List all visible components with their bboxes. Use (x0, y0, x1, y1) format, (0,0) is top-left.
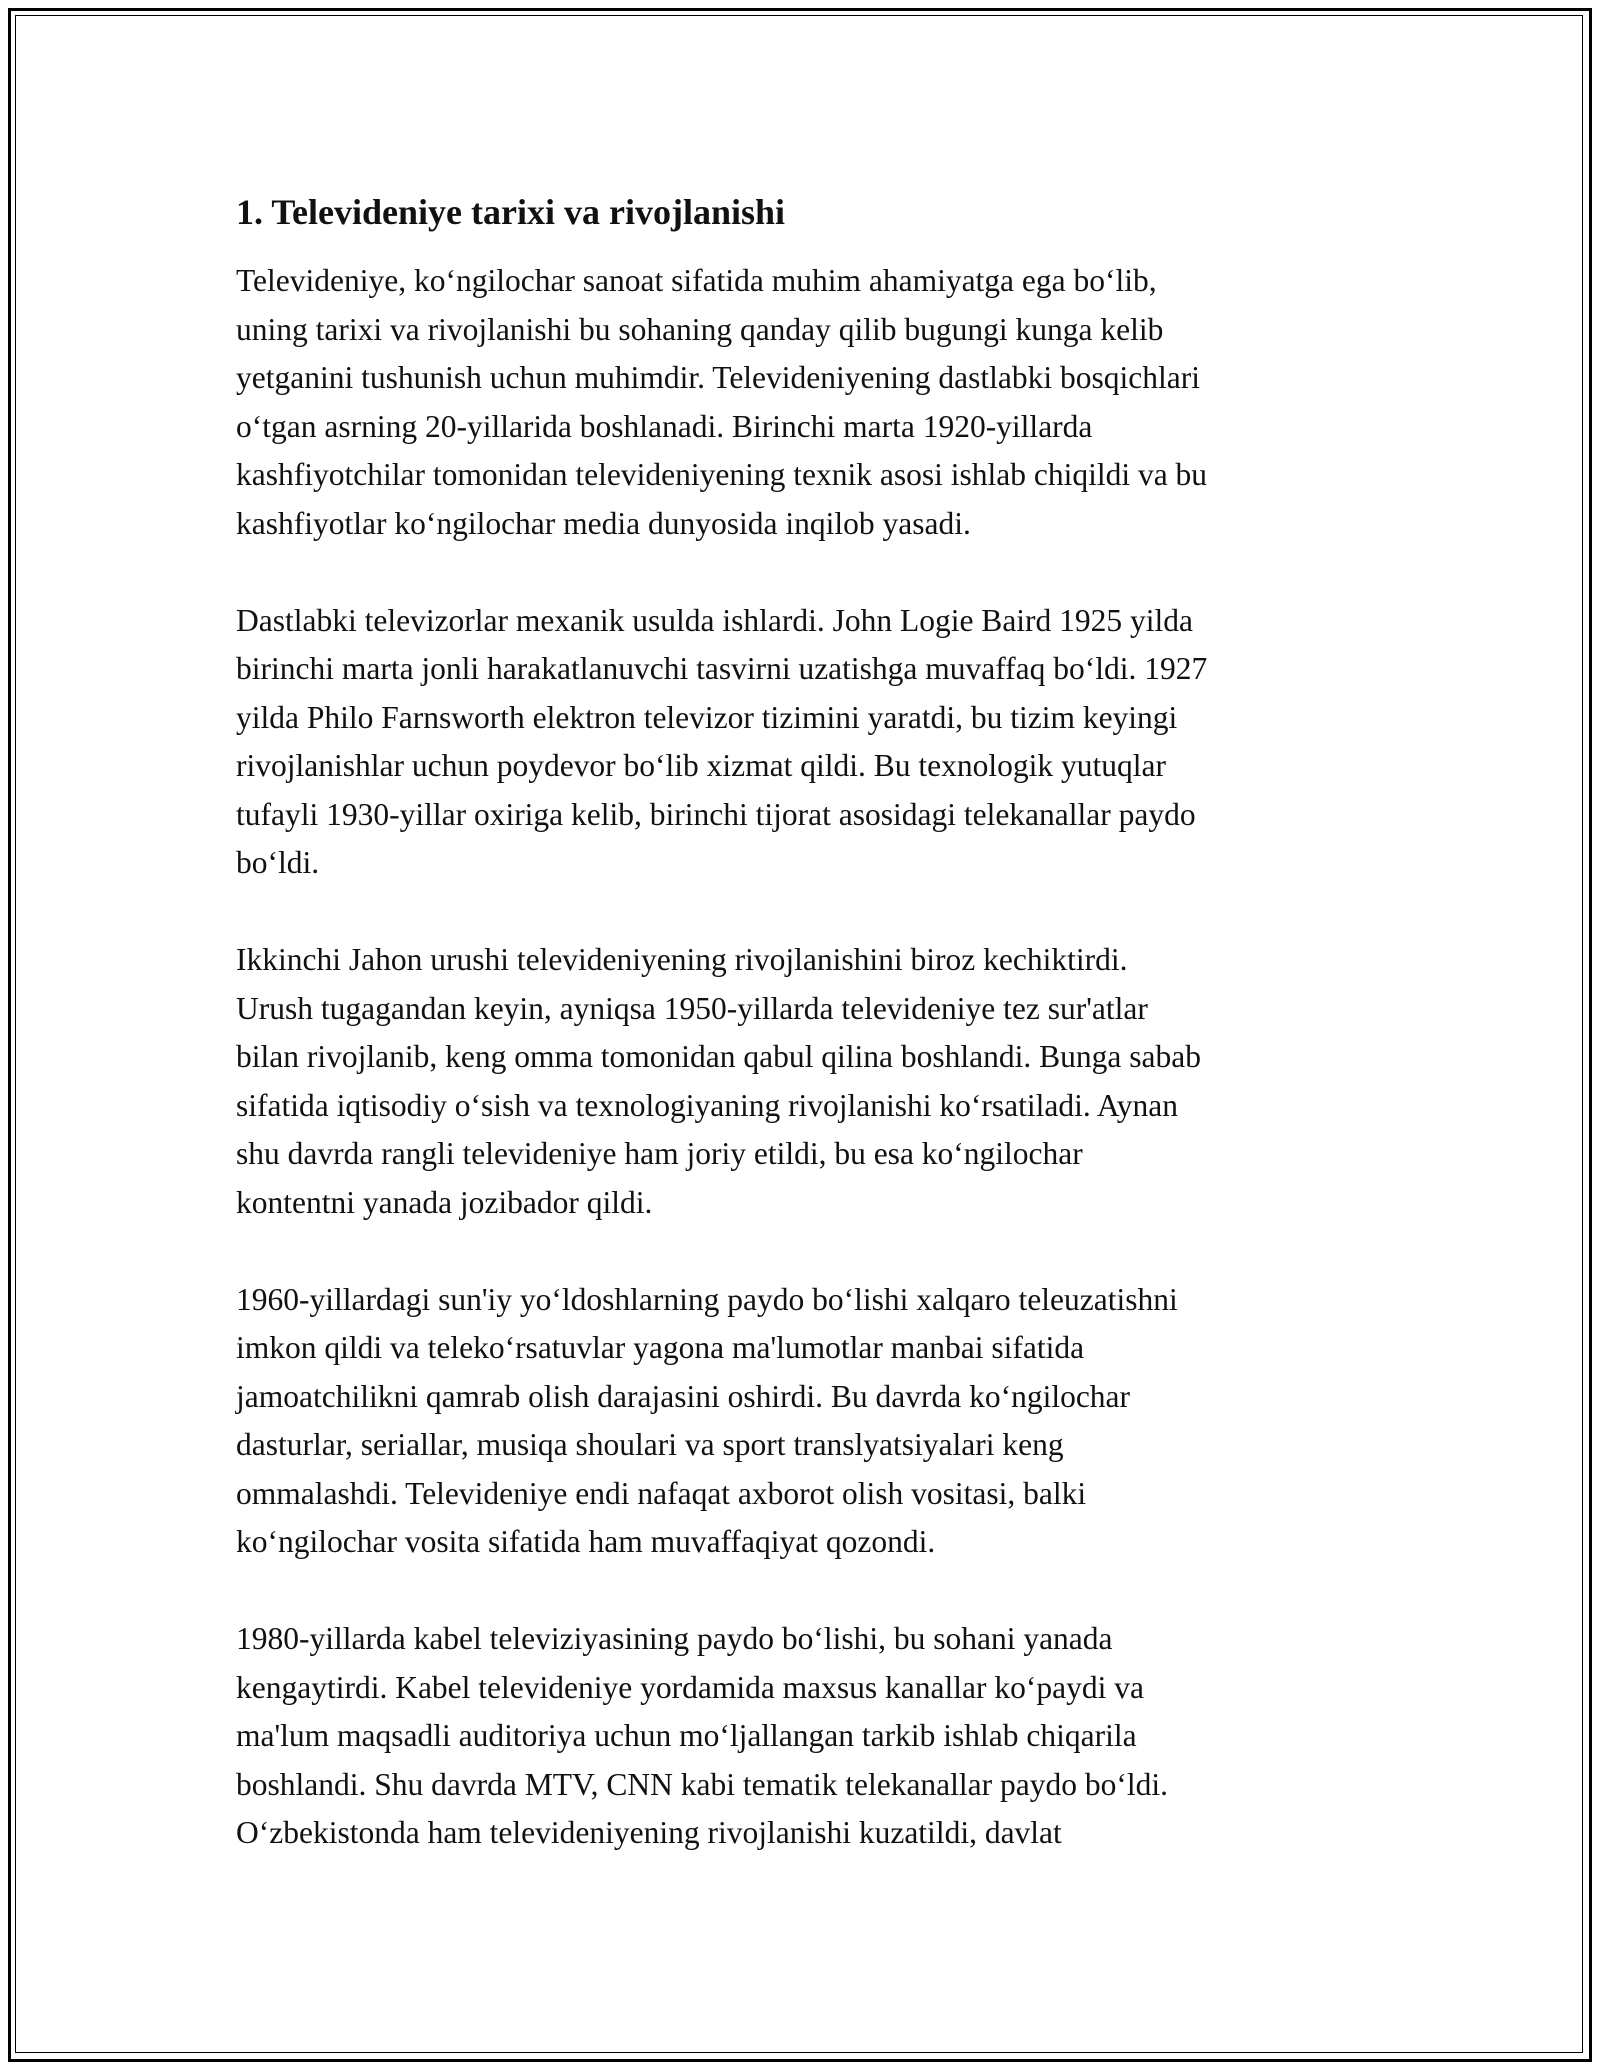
paragraph-line: dasturlar, seriallar, musiqa shoulari va sport translyatsiyalari keng (236, 1427, 1064, 1462)
paragraph-line: tufayli 1930-yillar oxiriga kelib, birinchi tijorat asosidagi telekanallar paydo (236, 796, 1196, 832)
paragraph-line: sifatida iqtisodiy o‘sish va texnologiyaning rivojlanishi ko‘rsatiladi. Aynan (236, 1087, 1178, 1123)
paragraph-line: birinchi marta jonli harakatlanuvchi tasvirni uzatishga muvaffaq bo‘ldi. 1927 (236, 651, 1208, 686)
paragraph-line: kashfiyotchilar tomonidan televideniyening texnik asosi ishlab chiqildi va bu (236, 457, 1208, 492)
paragraph-line: ko‘ngilochar vosita sifatida ham muvaffaqiyat qozondi. (236, 1524, 936, 1559)
paragraph (236, 597, 1386, 888)
paragraph-list (236, 257, 1386, 1858)
paragraph-line: shu davrda rangli televideniye ham joriy etildi, bu esa ko‘ngilochar (236, 1136, 1083, 1171)
paragraph-line: 1980-yillarda kabel televiziyasining paydo bo‘lishi, bu sohani yanada (236, 1621, 1113, 1656)
paragraph-line: 1960-yillardagi sun'iy yo‘ldoshlarning paydo bo‘lishi xalqaro teleuzatishni (236, 1281, 1178, 1317)
paragraph (236, 257, 1386, 548)
paragraph-line: O‘zbekistonda ham televideniyening rivojlanishi kuzatildi, davlat (236, 1815, 1062, 1850)
paragraph-line: Urush tugagandan keyin, ayniqsa 1950-yillarda televideniye tez sur'atlar (236, 990, 1148, 1026)
paragraph-line: imkon qildi va teleko‘rsatuvlar yagona ma'lumotlar manbai sifatida (236, 1330, 1085, 1365)
paragraph (236, 1276, 1386, 1567)
paragraph-line: ma'lum maqsadli auditoriya uchun mo‘ljallangan tarkib ishlab chiqarila (236, 1718, 1137, 1753)
paragraph-line: Ikkinchi Jahon urushi televideniyening rivojlanishini biroz kechiktirdi. (236, 942, 1128, 977)
paragraph-line: boshlandi. Shu davrda MTV, CNN kabi tematik telekanallar paydo bo‘ldi. (236, 1766, 1168, 1802)
paragraph-line: Dastlabki televizorlar mexanik usulda ishlardi. John Logie Baird 1925 yilda (236, 602, 1194, 638)
paragraph-line: uning tarixi va rivojlanishi bu sohaning qanday qilib bugungi kunga kelib (236, 311, 1164, 347)
paragraph-line: bilan rivojlanib, keng omma tomonidan qabul qilina boshlandi. Bunga sabab (236, 1039, 1201, 1074)
paragraph-line: rivojlanishlar uchun poydevor bo‘lib xizmat qildi. Bu texnologik yutuqlar (236, 748, 1166, 783)
paragraph (236, 936, 1386, 1227)
paragraph-line: yilda Philo Farnsworth elektron televizor tizimini yaratdi, bu tizim keyingi (236, 699, 1178, 735)
paragraph-line: ommalashdi. Televideniye endi nafaqat axborot olish vositasi, balki (236, 1475, 1087, 1511)
paragraph-line: jamoatchilikni qamrab olish darajasini oshirdi. Bu davrda ko‘ngilochar (236, 1378, 1131, 1414)
section-heading: 1. Televideniye tarixi va rivojlanishi (236, 192, 786, 232)
document-page (236, 188, 1386, 1906)
paragraph-line: kontentni yanada jozibador qildi. (236, 1184, 653, 1220)
paragraph-line: o‘tgan asrning 20-yillarida boshlanadi. Birinchi marta 1920-yillarda (236, 408, 1093, 444)
paragraph-line: kashfiyotlar ko‘ngilochar media dunyosida inqilob yasadi. (236, 505, 971, 541)
paragraph (236, 1615, 1386, 1858)
paragraph-line: bo‘ldi. (236, 845, 320, 880)
paragraph-line: kengaytirdi. Kabel televideniye yordamida maxsus kanallar ko‘paydi va (236, 1669, 1144, 1705)
paragraph-line: yetganini tushunish uchun muhimdir. Televideniyening dastlabki bosqichlari (236, 360, 1200, 395)
paragraph-line: Televideniye, ko‘ngilochar sanoat sifatida muhim ahamiyatga ega bo‘lib, (236, 263, 1157, 298)
